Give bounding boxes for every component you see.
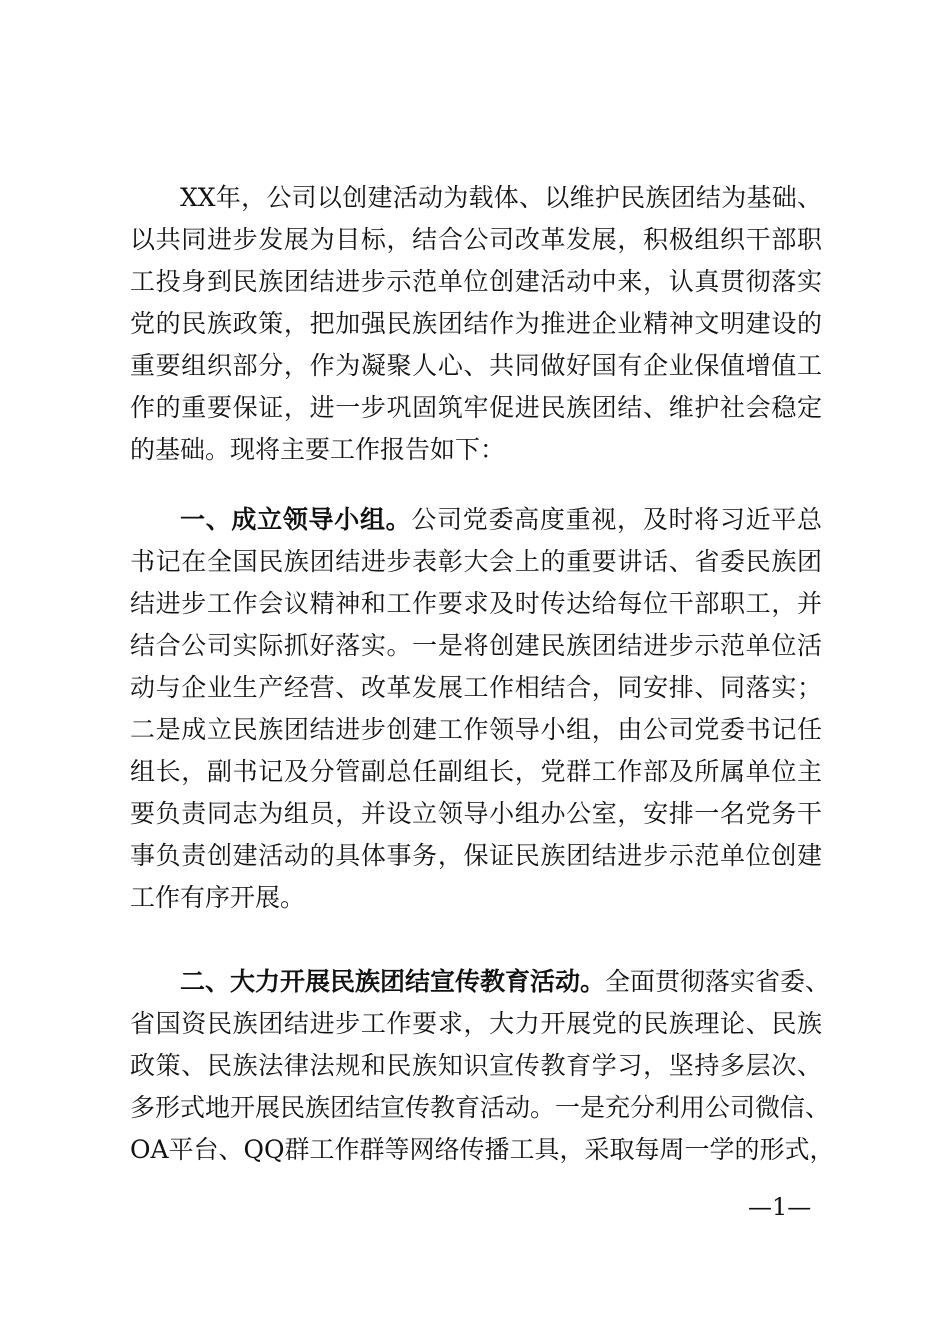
line-text: 重要组织部分，作为凝聚人心、共同做好国有企业保值增值工 [130,351,822,380]
paragraph-line [130,799,822,829]
paragraph-line [130,715,822,745]
line-text: 工投身到民族团结进步示范单位创建活动中来，认真贯彻落实 [130,267,822,296]
line-text: 工作有序开展。 [130,883,306,912]
line-text: XX年，公司以创建活动为载体、以维护民族团结为基础、 [180,183,822,212]
paragraph-line [130,351,822,381]
paragraph-line [130,1009,822,1039]
line-text: 组长，副书记及分管副总任副组长，党群工作部及所属单位主 [130,757,822,786]
line-text: 党的民族政策，把加强民族团结作为推进企业精神文明建设的 [130,309,822,338]
line-text: 事负责创建活动的具体事务，保证民族团结进步示范单位创建 [130,841,822,870]
paragraph-line [130,673,822,703]
line-text: 省国资民族团结进步工作要求，大力开展党的民族理论、民族 [130,1009,822,1038]
line-text: 的基础。现将主要工作报告如下： [130,435,506,464]
section-heading: 一、成立领导小组。 [180,505,412,534]
paragraph-line [180,183,822,213]
line-text: 政策、民族法律法规和民族知识宣传教育学习，坚持多层次、 [130,1051,822,1080]
line-text: 公司党委高度重视，及时将习近平总 [411,505,822,534]
paragraph-line [130,1051,822,1081]
paragraph-line [130,267,822,297]
section-heading: 二、大力开展民族团结宣传教育活动。 [180,967,606,996]
paragraph-line [130,631,822,661]
line-text: 结合公司实际抓好落实。一是将创建民族团结进步示范单位活 [130,631,822,660]
paragraph-line [130,841,822,871]
line-text: 全面贯彻落实省委、 [605,967,831,996]
paragraph-line [130,757,822,787]
paragraph-line [180,505,822,535]
line-text: 动与企业生产经营、改革发展工作相结合，同安排、同落实； [130,673,822,702]
page-number: —1— [748,1193,812,1221]
paragraph-line [180,967,831,997]
paragraph-line [130,547,822,577]
paragraph-line [130,883,822,913]
line-text: 多形式地开展民族团结宣传教育活动。一是充分利用公司微信、 [130,1093,831,1122]
paragraph-line [130,1093,831,1123]
paragraph-line [130,225,822,255]
line-text: 书记在全国民族团结进步表彰大会上的重要讲话、省委民族团 [130,547,822,576]
paragraph-line [130,393,822,423]
paragraph-line [130,435,822,465]
line-text: 要负责同志为组员，并设立领导小组办公室，安排一名党务干 [130,799,822,828]
line-text: 作的重要保证，进一步巩固筑牢促进民族团结、维护社会稳定 [130,393,822,422]
line-text: 二是成立民族团结进步创建工作领导小组，由公司党委书记任 [130,715,822,744]
line-text: OA平台、QQ群工作群等网络传播工具，采取每周一学的形式， [130,1135,835,1164]
line-text: 结进步工作会议精神和工作要求及时传达给每位干部职工，并 [130,589,822,618]
paragraph-line [130,589,822,619]
paragraph-line [130,1135,835,1165]
line-text: 以共同进步发展为目标，结合公司改革发展，积极组织干部职 [130,225,822,254]
paragraph-line [130,309,822,339]
